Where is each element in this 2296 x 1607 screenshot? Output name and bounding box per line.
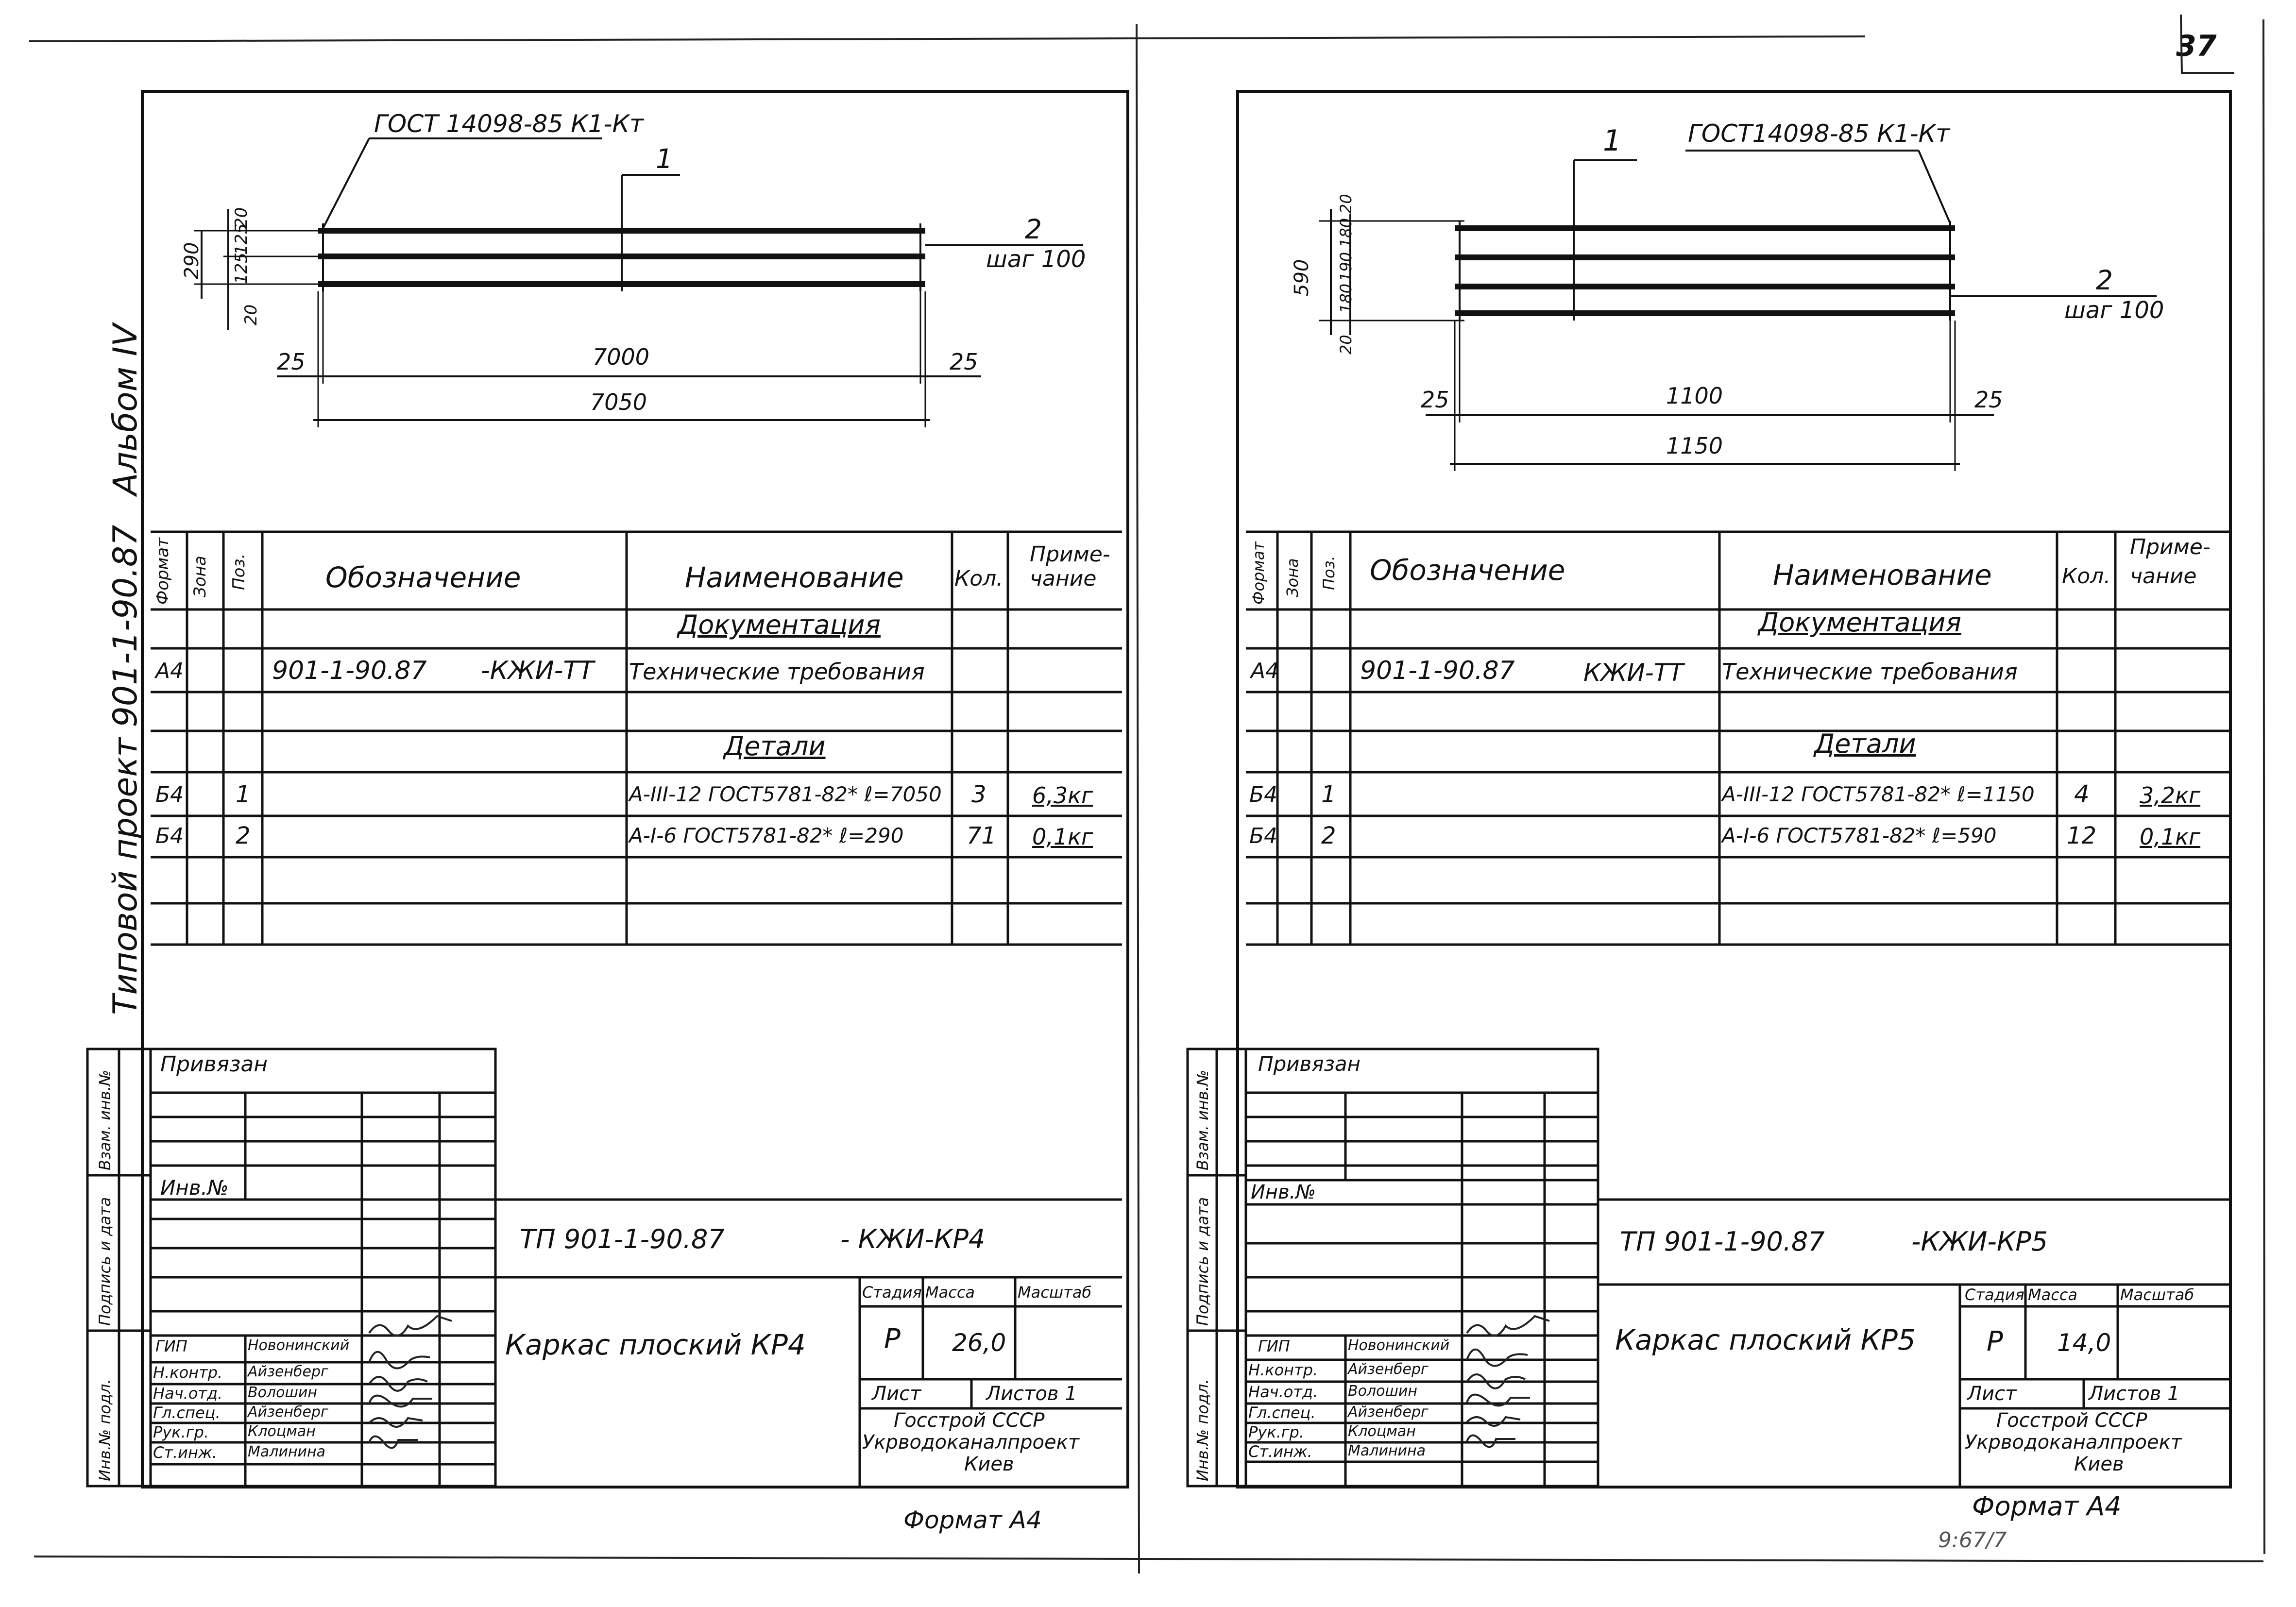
row-note: 0,1кг — [2140, 824, 2201, 850]
stamp-title: Каркас плоский КР4 — [505, 1328, 806, 1361]
sheets-label: Листов 1 — [2089, 1383, 2180, 1405]
hdr-zone: Зона — [1283, 558, 1302, 597]
hdr-note-2: чание — [1030, 566, 1097, 591]
stage-label: Стадия — [1965, 1286, 2024, 1304]
hdr-pos: Поз. — [1320, 556, 1338, 590]
row-name: А-III-12 ГОСТ5781-82* ℓ=1150 — [1722, 782, 2035, 806]
hdr-format: Формат — [1249, 541, 1268, 605]
signer-name: Волошин — [248, 1384, 318, 1401]
section-parts: Детали — [1814, 728, 1916, 759]
signer-name: Волошин — [1348, 1383, 1418, 1400]
org-line-1: Госстрой СССР — [894, 1409, 1045, 1432]
side-stamp-replace: Взам. инв.№ — [1193, 1069, 1212, 1170]
dim-right: 25 — [950, 349, 978, 375]
org-line-2: Укрводоканалпроект — [1965, 1431, 2182, 1454]
signer-name: Клоцман — [1348, 1423, 1416, 1440]
side-stamp-inv: Инв.№ подл. — [96, 1379, 114, 1481]
dim-part-1: 125 — [232, 223, 251, 255]
org-line-2: Укрводоканалпроект — [862, 1431, 1080, 1454]
dim-part-0: 20 — [1337, 194, 1355, 214]
dim-overall: 1150 — [1666, 433, 1723, 459]
mass-label: Масса — [925, 1283, 975, 1302]
signer-role: Гл.спец. — [153, 1404, 221, 1422]
hdr-name: Наименование — [685, 561, 904, 594]
sheets-label: Листов 1 — [986, 1383, 1077, 1405]
row-note: 3,2кг — [2140, 782, 2201, 809]
sheet-label: Лист — [872, 1383, 921, 1405]
album-label: Альбом IV — [106, 323, 145, 495]
hdr-note-1: Приме- — [1030, 542, 1110, 567]
section-parts: Детали — [724, 731, 826, 761]
row-pos: 2 — [1321, 822, 1336, 849]
signer-name: Айзенберг — [1348, 1361, 1429, 1378]
row-qty: 4 — [2074, 780, 2090, 808]
dim-main: 7000 — [593, 344, 650, 370]
side-stamp-sign: Подпись и дата — [1193, 1197, 1212, 1326]
org-line-1: Госстрой СССР — [1996, 1409, 2147, 1432]
row-pos: 2 — [236, 822, 251, 849]
dim-part-0: 20 — [232, 207, 251, 228]
row-format: Б4 — [1249, 782, 1278, 807]
hdr-zone: Зона — [190, 556, 210, 597]
scale-label: Масштаб — [1018, 1283, 1092, 1302]
row-qty: 71 — [967, 822, 997, 849]
row-qty: 3 — [971, 781, 986, 808]
project-label: Типовой проект 901-1-90.87 — [106, 524, 145, 1015]
hdr-note-2: чание — [2130, 564, 2197, 589]
signer-role: Нач.отд. — [1248, 1383, 1318, 1401]
row-name: А-III-12 ГОСТ5781-82* ℓ=7050 — [629, 782, 942, 806]
side-stamp-sign: Подпись и дата — [96, 1197, 114, 1326]
step-label: шаг 100 — [2064, 297, 2164, 324]
dim-main: 1100 — [1666, 383, 1723, 409]
row-designation-suffix: -КЖИ-ТТ — [481, 656, 594, 685]
row-name: Технические требования — [629, 659, 925, 685]
row-format: Б4 — [1249, 824, 1278, 848]
org-line-3: Киев — [2074, 1453, 2124, 1475]
hdr-designation: Обозначение — [1370, 554, 1565, 587]
signer-name: Новонинский — [248, 1337, 350, 1354]
format-caption: Формат А4 — [1972, 1491, 2122, 1522]
section-docs: Документация — [678, 609, 881, 640]
dim-part-4: 20 — [1337, 335, 1355, 355]
row-format: А4 — [1251, 659, 1279, 683]
row-name: Технические требования — [1722, 659, 2018, 685]
row-note: 6,3кг — [1032, 782, 1093, 809]
gost-label: ГОСТ14098-85 К1-Кт — [1688, 119, 1950, 148]
stage-label: Стадия — [862, 1283, 922, 1302]
dim-overall: 7050 — [590, 389, 647, 415]
signer-role: ГИП — [1258, 1337, 1290, 1355]
dim-part-2: 125 — [232, 253, 251, 284]
row-note: 0,1кг — [1032, 824, 1093, 850]
handwritten-mark: 9:67/7 — [1938, 1528, 2007, 1553]
privyazan-label: Привязан — [1258, 1052, 1361, 1076]
signer-role: ГИП — [155, 1337, 187, 1355]
signer-role: Гл.спец. — [1248, 1404, 1316, 1422]
row-pos: 1 — [236, 781, 251, 808]
dim-part-2: 190 — [1337, 252, 1355, 282]
hdr-qty: Кол. — [954, 566, 1003, 591]
doc-suffix: - КЖИ-КР4 — [840, 1224, 986, 1254]
page-number: 37 — [2176, 29, 2217, 63]
hdr-qty: Кол. — [2062, 564, 2111, 589]
signer-role: Рук.гр. — [153, 1423, 209, 1441]
hdr-name: Наименование — [1773, 558, 1992, 592]
stage-value: Р — [884, 1323, 901, 1355]
format-caption: Формат А4 — [903, 1506, 1042, 1534]
dim-total-h: 590 — [1291, 259, 1313, 296]
row-format: Б4 — [155, 824, 184, 848]
inv-no-label: Инв.№ — [160, 1176, 229, 1200]
row-qty: 12 — [2067, 822, 2097, 849]
hdr-note-1: Приме- — [2130, 535, 2211, 559]
signer-role: Нач.отд. — [153, 1384, 223, 1403]
doc-code: ТП 901-1-90.87 — [520, 1224, 725, 1254]
callout-1: 1 — [1603, 124, 1622, 158]
dim-total-h: 290 — [181, 242, 203, 279]
signer-name: Клоцман — [248, 1423, 316, 1440]
dim-left: 25 — [1421, 387, 1449, 413]
signer-name: Айзенберг — [248, 1404, 328, 1421]
dim-part-1: 180 — [1337, 218, 1355, 248]
mass-value: 26,0 — [952, 1329, 1006, 1357]
signer-name: Новонинский — [1348, 1337, 1450, 1354]
dim-right: 25 — [1974, 387, 2003, 413]
signer-name: Малинина — [1348, 1442, 1426, 1459]
signer-name: Айзенберг — [1348, 1404, 1429, 1421]
hdr-format: Формат — [153, 538, 172, 605]
row-name: А-I-6 ГОСТ5781-82* ℓ=290 — [629, 824, 904, 847]
row-pos: 1 — [1321, 781, 1336, 808]
row-designation: 901-1-90.87 — [272, 656, 427, 685]
mass-value: 14,0 — [2057, 1329, 2111, 1357]
org-line-3: Киев — [964, 1453, 1014, 1475]
callout-2: 2 — [2096, 265, 2113, 296]
step-label: шаг 100 — [986, 246, 1086, 273]
hdr-designation: Обозначение — [325, 561, 521, 594]
row-designation: 901-1-90.87 — [1360, 656, 1515, 685]
dim-part-3: 20 — [241, 304, 261, 325]
row-designation-suffix: КЖИ-ТТ — [1583, 659, 1684, 687]
callout-1: 1 — [656, 143, 673, 174]
signer-role: Ст.инж. — [1248, 1442, 1312, 1461]
side-stamp-replace: Взам. инв.№ — [96, 1069, 114, 1170]
dim-left: 25 — [277, 349, 306, 375]
side-stamp-inv: Инв.№ подл. — [1193, 1379, 1212, 1481]
signer-role: Н.контр. — [1248, 1361, 1318, 1379]
gost-label: ГОСТ 14098-85 К1-Кт — [374, 110, 644, 138]
scale-label: Масштаб — [2120, 1286, 2194, 1304]
row-format: А4 — [155, 659, 184, 683]
callout-2: 2 — [1025, 214, 1042, 245]
hdr-pos: Поз. — [229, 553, 249, 590]
signer-role: Ст.инж. — [153, 1443, 217, 1462]
stamp-title: Каркас плоский КР5 — [1615, 1323, 1916, 1356]
doc-suffix: -КЖИ-КР5 — [1911, 1226, 2048, 1257]
signer-role: Рук.гр. — [1248, 1423, 1305, 1441]
mass-label: Масса — [2028, 1286, 2078, 1304]
doc-code: ТП 901-1-90.87 — [1620, 1226, 1825, 1257]
row-format: Б4 — [155, 782, 184, 807]
row-name: А-I-6 ГОСТ5781-82* ℓ=590 — [1722, 824, 1997, 847]
stage-value: Р — [1987, 1326, 2003, 1357]
signer-name: Малинина — [248, 1443, 326, 1460]
inv-no-label: Инв.№ — [1251, 1181, 1316, 1203]
privyazan-label: Привязан — [160, 1052, 268, 1077]
section-docs: Документация — [1758, 607, 1961, 638]
signer-name: Айзенберг — [248, 1363, 328, 1380]
sheet-label: Лист — [1967, 1383, 2017, 1405]
signer-role: Н.контр. — [153, 1363, 223, 1382]
dim-part-3: 180 — [1337, 283, 1355, 313]
